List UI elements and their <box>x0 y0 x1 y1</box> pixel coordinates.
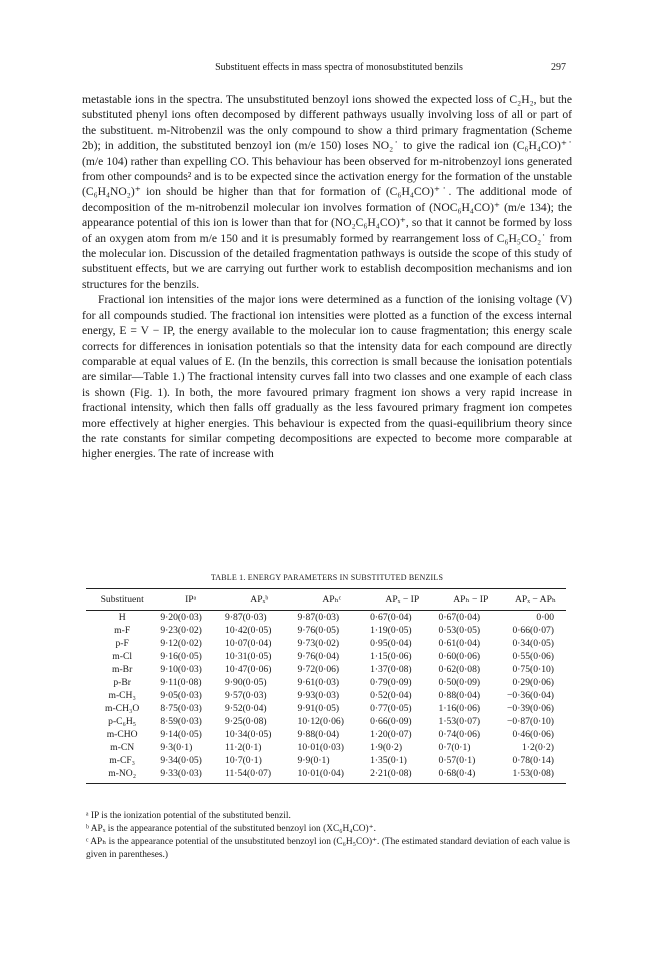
table-cell: 1·37(0·08) <box>370 664 412 675</box>
table-row <box>86 637 566 650</box>
paragraph: Fractional ion intensities of the major ions were determined as a function of the ionising voltage (V) for all compounds studied. The fractional ion intensities were plotted as a function of the excess internal energy, E = V − IP, the energy available to the molecular ion to cause fragmentation; this energy scale corrects for differences in ionisation potentials so that the intensity data for each compound are directly comparable at equal values of E. (In the benzils, this correction is small because the ionisation potentials are similar—Table 1.) The fractional intensity curves fall into two classes and one example of each class is shown (Fig. 1). In both, the more favoured primary fragment ion shows a very rapid increase in fractional intensity, which then falls off gradually as the less favoured primary fragment ion competes more effectively at higher energies. This behaviour is expected from the quasi-equilibrium theory since the rate constants for similar competing decompositions are expected to become more comparable at higher energies. The rate of increase with <box>82 293 572 461</box>
column-header: APₓ − APₕ <box>505 589 566 611</box>
table-cell: 1·53(0·07) <box>438 716 481 727</box>
table-row <box>86 650 566 663</box>
table-cell: 9·16(0·05) <box>160 651 202 662</box>
table-row <box>86 611 566 625</box>
paragraph: metastable ions in the spectra. The unsubstituted benzoyl ions showed the expected loss of C₂H₂, but the substituted phenyl ions often decomposed by different pathways usually involving loss of all or part of the substituent. m-Nitrobenzil was the only compound to show a third primary fragmentation (Scheme 2b); in addition, the substituted benzoyl ion (m/e 150) loses NO₂˙ to give the radical ion (C₆H₄CO)⁺˙ (m/e 104) rather than expelling CO. This behaviour has been observed for m-nitrobenzoyl ions generated from other compounds² and is to be expected since the activation energy for the formation of the unstable (C₆H₄NO₂)⁺ ion should be higher than that for formation of (C₆H₄CO)⁺˙. The additional mode of decomposition of the m-nitrobenzil molecular ion involves formation of (NOC₆H₄CO)⁺ (m/e 134); the appearance potential of this ion is lower than that for (NO₂C₆H₄CO)⁺, so that it cannot be formed by loss of an oxygen atom from m/e 150 and it is presumably formed by rearrangement loss of C₆H₅CO₂˙ from the molecular ion. Discussion of the detailed fragmentation pathways is outside the scope of this study of substituent effects, but we are carrying out further work to establish decomposition mechanisms and ion structures for the benzils. <box>82 93 572 291</box>
footnote-b: ᵇ APₓ is the appearance potential of the substituted benzoyl ion (XC₆H₄CO)⁺. <box>86 824 376 834</box>
table-row <box>86 715 566 728</box>
table-cell: 0·67(0·04) <box>370 612 412 623</box>
table-cell: 9·9(0·1) <box>297 755 330 766</box>
table-cell: 1·15(0·06) <box>370 651 412 662</box>
table-cell: 9·61(0·03) <box>297 677 340 688</box>
table-cell: 0·79(0·09) <box>370 677 412 688</box>
table-cell: 0·46(0·06) <box>512 729 554 740</box>
table-cell: 1·19(0·05) <box>370 625 412 636</box>
table-cell: 1·53(0·08) <box>512 768 554 779</box>
table-cell: 9·88(0·04) <box>297 729 340 740</box>
table-cell: 0·62(0·08) <box>438 664 481 675</box>
table-cell: 0·78(0·14) <box>512 755 554 766</box>
table-cell: 8·75(0·03) <box>160 703 202 714</box>
table-row <box>86 767 566 784</box>
table-cell: 8·59(0·03) <box>160 716 202 727</box>
table-cell: 0·53(0·05) <box>438 625 481 636</box>
table-cell: 10·12(0·06) <box>297 716 344 727</box>
table-cell: −0·36(0·04) <box>507 690 554 701</box>
footnote-c: ᶜ APₕ is the appearance potential of the unsubstituted benzoyl ion (C₆H₅CO)⁺. (The estimated standard deviation of each value is given in parentheses.) <box>86 837 570 860</box>
table-cell: 0·00 <box>536 612 554 623</box>
table-cell: 9·91(0·05) <box>297 703 340 714</box>
table-cell: 0·88(0·04) <box>438 690 481 701</box>
table-cell: 0·66(0·07) <box>512 625 554 636</box>
table-cell: 9·25(0·08) <box>225 716 267 727</box>
table-cell: 0·29(0·06) <box>512 677 554 688</box>
table-cell: 9·11(0·08) <box>160 677 202 688</box>
substituent-cell: m-CHO <box>106 729 138 740</box>
column-header: APₓ − IP <box>368 589 436 611</box>
table-cell: 0·55(0·06) <box>512 651 554 662</box>
table-cell: 0·50(0·09) <box>438 677 481 688</box>
table-row <box>86 741 566 754</box>
table-cell: 10·42(0·05) <box>225 625 272 636</box>
table-cell: 0·68(0·4) <box>438 768 476 779</box>
table-cell: 9·73(0·02) <box>297 638 340 649</box>
table-cell: 9·23(0·02) <box>160 625 202 636</box>
table-cell: 0·34(0·05) <box>512 638 554 649</box>
substituent-cell: m-Cl <box>112 651 133 662</box>
table-row <box>86 702 566 715</box>
table-cell: 0·95(0·04) <box>370 638 412 649</box>
table-cell: 9·34(0·05) <box>160 755 202 766</box>
table-cell: 9·33(0·03) <box>160 768 202 779</box>
table-row <box>86 663 566 676</box>
table-cell: 0·52(0·04) <box>370 690 412 701</box>
substituent-cell: m-CH₃O <box>105 703 140 714</box>
table-cell: 10·7(0·1) <box>225 755 262 766</box>
table-cell: 9·76(0·04) <box>297 651 340 662</box>
substituent-cell: m-NO₂ <box>108 768 137 779</box>
footnote-a: ᵃ IP is the ionization potential of the substituted benzil. <box>86 811 291 821</box>
table-cell: 10·01(0·03) <box>297 742 344 753</box>
table-cell: 0·75(0·10) <box>512 664 554 675</box>
table-cell: 9·87(0·03) <box>225 612 267 623</box>
table-body <box>86 611 566 784</box>
column-header: IPᵃ <box>158 589 223 611</box>
table-row <box>86 754 566 767</box>
table-cell: 10·31(0·05) <box>225 651 272 662</box>
column-header: APₕᶜ <box>296 589 369 611</box>
table-caption: TABLE 1. ENERGY PARAMETERS IN SUBSTITUTED BENZILS <box>210 573 444 582</box>
column-header: APₕ − IP <box>437 589 505 611</box>
table-cell: 1·20(0·07) <box>370 729 412 740</box>
table-cell: 2·21(0·08) <box>370 768 412 779</box>
table-cell: 10·01(0·04) <box>297 768 344 779</box>
table-cell: 9·20(0·03) <box>160 612 202 623</box>
table-cell: 9·3(0·1) <box>160 742 193 753</box>
table-cell: 11·54(0·07) <box>225 768 272 779</box>
substituent-cell: H <box>118 612 126 623</box>
page-number: 297 <box>551 62 566 73</box>
table-cell: 9·52(0·04) <box>225 703 267 714</box>
table-cell: 0·61(0·04) <box>438 638 481 649</box>
table-cell: −0·39(0·06) <box>507 703 554 714</box>
table-cell: 0·57(0·1) <box>438 755 476 766</box>
substituent-cell: m-CH₃ <box>108 690 136 701</box>
table-cell: 9·72(0·06) <box>297 664 340 675</box>
substituent-cell: m-Br <box>112 664 133 675</box>
table-cell: 0·77(0·05) <box>370 703 412 714</box>
substituent-cell: m-F <box>114 625 131 636</box>
table-cell: 1·16(0·06) <box>438 703 481 714</box>
table-cell: 1·9(0·2) <box>370 742 403 753</box>
table-cell: 10·34(0·05) <box>225 729 272 740</box>
table-cell: 11·2(0·1) <box>225 742 262 753</box>
table-cell: 9·10(0·03) <box>160 664 202 675</box>
table-cell: 9·14(0·05) <box>160 729 202 740</box>
table-row <box>86 689 566 702</box>
table-cell: 1·35(0·1) <box>370 755 407 766</box>
table-cell: 1·2(0·2) <box>522 742 554 753</box>
table-row <box>86 728 566 741</box>
table-cell: 0·67(0·04) <box>438 612 481 623</box>
column-header: Substituent <box>86 589 158 611</box>
table-cell: 9·57(0·03) <box>225 690 267 701</box>
table-cell: 10·07(0·04) <box>225 638 272 649</box>
table-cell: 0·66(0·09) <box>370 716 412 727</box>
table-cell: 9·05(0·03) <box>160 690 202 701</box>
column-header: APₓᵇ <box>223 589 296 611</box>
table-cell: 0·74(0·06) <box>438 729 481 740</box>
table-cell: 9·93(0·03) <box>297 690 340 701</box>
running-title: Substituent effects in mass spectra of monosubstituted benzils <box>215 62 463 73</box>
table-cell: 9·12(0·02) <box>160 638 202 649</box>
substituent-cell: p-F <box>115 638 129 649</box>
table-cell: 9·76(0·05) <box>297 625 340 636</box>
table-cell: 9·87(0·03) <box>297 612 340 623</box>
table-cell: 9·90(0·05) <box>225 677 267 688</box>
running-header <box>82 62 566 78</box>
substituent-cell: m-CN <box>110 742 135 753</box>
substituent-cell: m-CF₃ <box>109 755 136 766</box>
table-header-row <box>86 589 566 611</box>
substituent-cell: p-C₆H₅ <box>108 716 137 727</box>
table-cell: 10·47(0·06) <box>225 664 272 675</box>
table-row <box>86 676 566 689</box>
substituent-cell: p-Br <box>113 677 131 688</box>
table-cell: 0·7(0·1) <box>438 742 471 753</box>
body-text <box>82 92 572 462</box>
energy-parameters-table <box>86 588 566 784</box>
table-cell: −0·87(0·10) <box>507 716 554 727</box>
table-row <box>86 624 566 637</box>
table-cell: 0·60(0·06) <box>438 651 481 662</box>
